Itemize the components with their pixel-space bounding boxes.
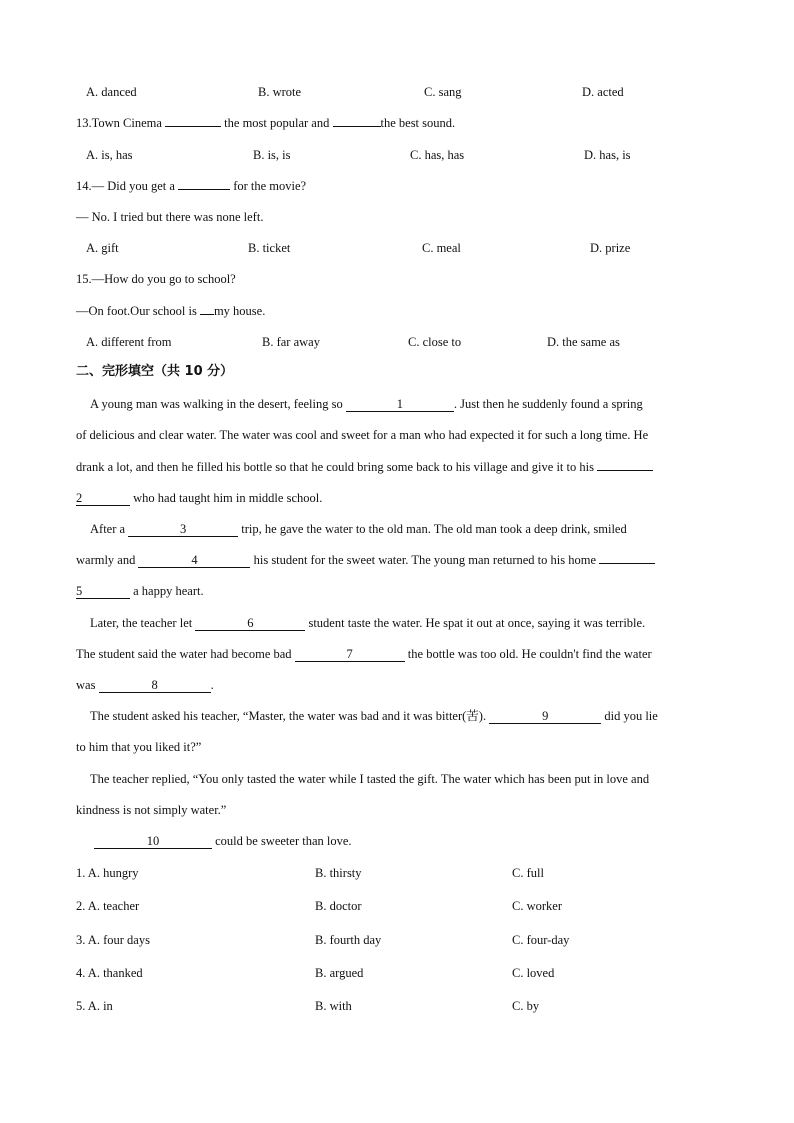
cloze-5-option-b: B. with bbox=[315, 999, 352, 1013]
q14-stem bbox=[76, 178, 306, 194]
passage-line: to him that you liked it?” bbox=[76, 740, 202, 754]
passage-text: drank a lot, and then he filled his bottle so that he could bring some back to his village and give it to his bbox=[76, 460, 594, 474]
passage-text: did you lie bbox=[604, 709, 658, 723]
q12-option-a: A. danced bbox=[86, 85, 137, 99]
passage-text: warmly and bbox=[76, 553, 136, 567]
q12-option-d: D. acted bbox=[582, 85, 624, 99]
cloze-blank-6: 6 bbox=[195, 617, 305, 631]
q15-reply-part: my house. bbox=[213, 304, 266, 318]
passage-line bbox=[76, 490, 322, 506]
passage-text: was bbox=[76, 678, 96, 692]
q15-option-c: C. close to bbox=[408, 335, 462, 349]
cloze-blank-10: 10 bbox=[94, 835, 212, 849]
q14-option-d: D. prize bbox=[590, 241, 631, 255]
cloze-blank-1: 1 bbox=[346, 398, 454, 412]
passage-text: Later, the teacher let bbox=[90, 616, 193, 630]
passage-text: The student asked his teacher, “Master, the water was bad and it was bitter(苦). bbox=[90, 709, 487, 723]
passage-line bbox=[90, 396, 643, 412]
q15-stem: 15.—How do you go to school? bbox=[76, 272, 236, 286]
cloze-4-option-c: C. loved bbox=[512, 966, 555, 980]
cloze-4-option-b: B. argued bbox=[315, 966, 364, 980]
q14-blank bbox=[178, 189, 230, 190]
cloze-3-option-c: C. four-day bbox=[512, 933, 570, 947]
passage-text: A young man was walking in the desert, feeling so bbox=[90, 397, 343, 411]
cloze-1-option-c: C. full bbox=[512, 866, 544, 880]
cloze-2-option-a: 2. A. teacher bbox=[76, 899, 140, 913]
cloze-2-option-b: B. doctor bbox=[315, 899, 362, 913]
q15-option-d: D. the same as bbox=[547, 335, 620, 349]
passage-line bbox=[90, 708, 658, 724]
passage-text: student taste the water. He spat it out at once, saying it was terrible. bbox=[308, 616, 646, 630]
passage-line bbox=[90, 615, 645, 631]
q14-stem-part: for the movie? bbox=[233, 179, 307, 193]
cloze-blank-8: 8 bbox=[99, 679, 211, 693]
cloze-4-option-a: 4. A. thanked bbox=[76, 966, 143, 980]
q15-reply-part: —On foot.Our school is bbox=[76, 304, 197, 318]
cloze-blank-3: 3 bbox=[128, 523, 238, 537]
q12-option-b: B. wrote bbox=[258, 85, 302, 99]
passage-text: who had taught him in middle school. bbox=[133, 491, 323, 505]
q15-option-b: B. far away bbox=[262, 335, 320, 349]
q14-stem-part: 14.— Did you get a bbox=[76, 179, 175, 193]
q13-option-a: A. is, has bbox=[86, 148, 133, 162]
passage-line bbox=[76, 552, 655, 568]
q12-option-c: C. sang bbox=[424, 85, 462, 99]
q15-option-a: A. different from bbox=[86, 335, 172, 349]
q13-stem-part: the best sound. bbox=[380, 116, 456, 130]
cloze-2-option-c: C. worker bbox=[512, 899, 562, 913]
cloze-3-option-b: B. fourth day bbox=[315, 933, 382, 947]
cloze-blank-2-start bbox=[597, 470, 653, 471]
q13-option-d: D. has, is bbox=[584, 148, 631, 162]
passage-line: kindness is not simply water.” bbox=[76, 803, 227, 817]
cloze-1-option-b: B. thirsty bbox=[315, 866, 362, 880]
passage-text: . bbox=[210, 678, 214, 692]
q13-blank-1 bbox=[165, 126, 221, 127]
passage-text: a happy heart. bbox=[133, 584, 204, 598]
q14-option-c: C. meal bbox=[422, 241, 461, 255]
passage-text: could be sweeter than love. bbox=[215, 834, 352, 848]
passage-text: After a bbox=[90, 522, 126, 536]
passage-line bbox=[90, 521, 627, 537]
cloze-5-option-c: C. by bbox=[512, 999, 540, 1013]
passage-line bbox=[76, 459, 653, 475]
passage-line bbox=[76, 583, 204, 599]
q14-option-a: A. gift bbox=[86, 241, 119, 255]
q14-option-b: B. ticket bbox=[248, 241, 291, 255]
q15-blank bbox=[200, 314, 214, 315]
q14-reply: — No. I tried but there was none left. bbox=[76, 210, 264, 224]
cloze-blank-5: 5 bbox=[76, 585, 130, 599]
cloze-blank-2: 2 bbox=[76, 492, 130, 506]
q13-stem-part: the most popular and bbox=[224, 116, 330, 130]
q13-blank-2 bbox=[333, 126, 381, 127]
cloze-5-option-a: 5. A. in bbox=[76, 999, 113, 1013]
passage-text: The student said the water had become bad bbox=[76, 647, 292, 661]
q13-option-b: B. is, is bbox=[253, 148, 291, 162]
passage-line bbox=[76, 646, 652, 662]
passage-line: The teacher replied, “You only tasted the water while I tasted the gift. The water which has been put in love and bbox=[90, 772, 650, 786]
cloze-blank-4: 4 bbox=[138, 554, 250, 568]
passage-text: . Just then he suddenly found a spring bbox=[453, 397, 643, 411]
passage-text: his student for the sweet water. The young man returned to his home bbox=[253, 553, 597, 567]
q13-stem bbox=[76, 115, 455, 131]
cloze-blank-7: 7 bbox=[295, 648, 405, 662]
cloze-blank-9: 9 bbox=[489, 710, 601, 724]
passage-text: trip, he gave the water to the old man. The old man took a deep drink, smiled bbox=[241, 522, 627, 536]
cloze-blank-5-start bbox=[599, 563, 655, 564]
cloze-1-option-a: 1. A. hungry bbox=[76, 866, 139, 880]
q15-reply bbox=[76, 303, 265, 319]
q13-stem-part: 13.Town Cinema bbox=[76, 116, 162, 130]
passage-text: the bottle was too old. He couldn't find the water bbox=[407, 647, 652, 661]
q13-option-c: C. has, has bbox=[410, 148, 465, 162]
passage-line bbox=[94, 833, 352, 849]
cloze-3-option-a: 3. A. four days bbox=[76, 933, 150, 947]
section-heading: 二、完形填空（共 10 分） bbox=[76, 364, 234, 379]
passage-line: of delicious and clear water. The water was cool and sweet for a man who had expected it for such a long time. He bbox=[76, 428, 649, 442]
passage-line bbox=[76, 677, 214, 693]
